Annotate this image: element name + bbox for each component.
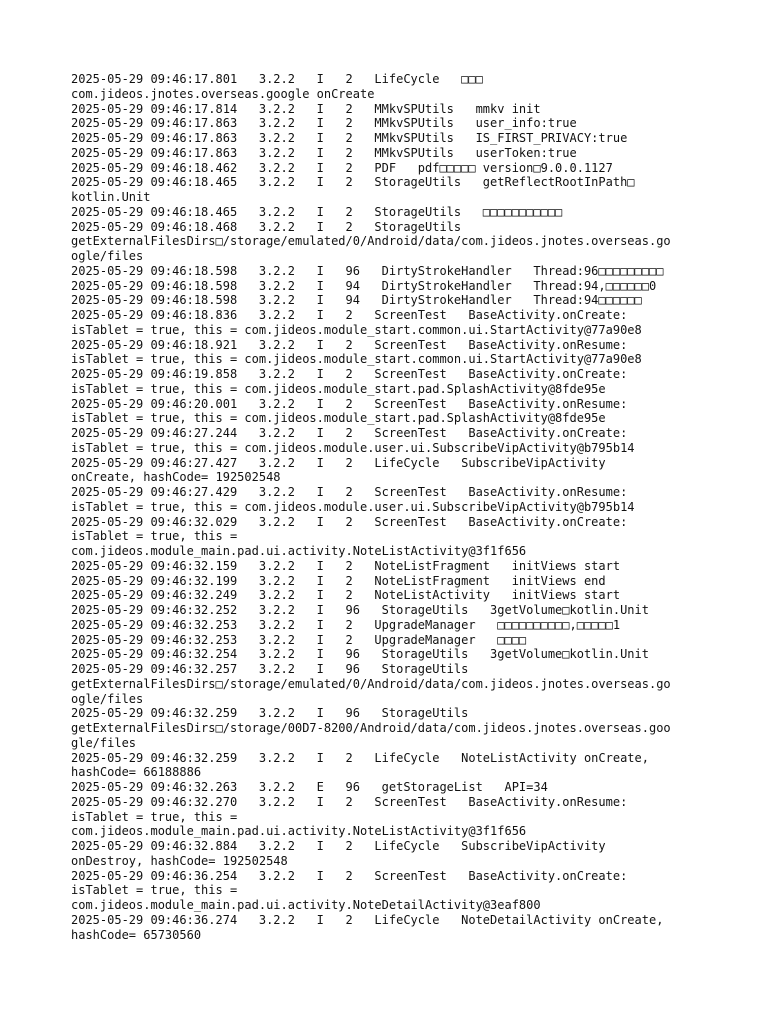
log-line: 2025-05-29 09:46:36.254 3.2.2 I 2 ScreenTest BaseActivity.onCreate: [71, 868, 628, 883]
log-line: getExternalFilesDirs□/storage/emulated/0/Android/data/com.jideos.jnotes.overseas.go [71, 676, 671, 691]
log-line: isTablet = true, this = com.jideos.module.user.ui.SubscribeVipActivity@b795b14 [71, 440, 635, 455]
log-line: 2025-05-29 09:46:32.263 3.2.2 E 96 getStorageList API=34 [71, 780, 548, 794]
log-line: onCreate, hashCode= 192502548 [71, 470, 281, 485]
log-line: 2025-05-29 09:46:32.253 3.2.2 I 2 UpgradeManager □□□□□□□□□□,□□□□□1 [71, 617, 621, 632]
log-line: 2025-05-29 09:46:27.427 3.2.2 I 2 LifeCycle SubscribeVipActivity [71, 455, 606, 470]
log-line: getExternalFilesDirs□/storage/00D7-8200/Android/data/com.jideos.jnotes.overseas.goo [71, 721, 671, 735]
log-line: 2025-05-29 09:46:17.814 3.2.2 I 2 MMkvSPUtils mmkv init [71, 101, 541, 116]
log-line: isTablet = true, this = com.jideos.module_start.common.ui.StartActivity@77a90e8 [71, 352, 642, 367]
log-line: 2025-05-29 09:46:36.274 3.2.2 I 2 LifeCycle NoteDetailActivity onCreate, [71, 912, 664, 927]
log-line: 2025-05-29 09:46:18.462 3.2.2 I 2 PDF pdf□□□□□ version□9.0.0.1127 [71, 160, 613, 175]
log-line: 2025-05-29 09:46:18.465 3.2.2 I 2 StorageUtils □□□□□□□□□□□ [71, 204, 563, 219]
log-line: 2025-05-29 09:46:18.921 3.2.2 I 2 ScreenTest BaseActivity.onResume: [71, 337, 628, 352]
log-line: 2025-05-29 09:46:18.598 3.2.2 I 94 DirtyStrokeHandler Thread:94,□□□□□□0 [71, 278, 657, 293]
log-line: hashCode= 66188886 [71, 765, 202, 780]
log-line: isTablet = true, this = com.jideos.module_start.pad.SplashActivity@8fde95e [71, 381, 606, 396]
log-line: getExternalFilesDirs□/storage/emulated/0/Android/data/com.jideos.jnotes.overseas.go [71, 234, 671, 249]
log-line: 2025-05-29 09:46:17.863 3.2.2 I 2 MMkvSPUtils IS_FIRST_PRIVACY:true [71, 131, 628, 145]
log-line: 2025-05-29 09:46:18.468 3.2.2 I 2 StorageUtils [71, 219, 462, 234]
log-line: 2025-05-29 09:46:17.863 3.2.2 I 2 MMkvSPUtils user_info:true [71, 116, 577, 131]
log-line: com.jideos.module_main.pad.ui.activity.NoteListActivity@3f1f656 [71, 824, 527, 839]
log-line: 2025-05-29 09:46:32.259 3.2.2 I 96 StorageUtils [71, 706, 469, 721]
log-line: 2025-05-29 09:46:32.254 3.2.2 I 96 StorageUtils 3getVolume□kotlin.Unit [71, 647, 649, 662]
log-line: 2025-05-29 09:46:32.249 3.2.2 I 2 NoteListActivity initViews start [71, 588, 621, 603]
log-line: 2025-05-29 09:46:32.029 3.2.2 I 2 ScreenTest BaseActivity.onCreate: [71, 514, 628, 529]
log-line: 2025-05-29 09:46:17.863 3.2.2 I 2 MMkvSPUtils userToken:true [71, 145, 577, 160]
log-line: 2025-05-29 09:46:18.598 3.2.2 I 94 DirtyStrokeHandler Thread:94□□□□□□ [71, 293, 642, 308]
log-line: 2025-05-29 09:46:20.001 3.2.2 I 2 ScreenTest BaseActivity.onResume: [71, 396, 628, 411]
log-line: isTablet = true, this = com.jideos.module_start.common.ui.StartActivity@77a90e8 [71, 322, 642, 337]
log-line: 2025-05-29 09:46:32.257 3.2.2 I 96 StorageUtils [71, 662, 469, 676]
log-line: 2025-05-29 09:46:17.801 3.2.2 I 2 LifeCycle □□□ [71, 72, 483, 86]
log-line: onDestroy, hashCode= 192502548 [71, 853, 288, 868]
log-line: isTablet = true, this = [71, 529, 238, 544]
log-text-block [71, 72, 711, 942]
log-line: 2025-05-29 09:46:18.598 3.2.2 I 96 DirtyStrokeHandler Thread:96□□□□□□□□□ [71, 263, 664, 278]
log-line: com.jideos.jnotes.overseas.google onCreate [71, 86, 375, 101]
log-line: ogle/files [71, 249, 144, 263]
log-document [71, 72, 711, 942]
log-line: com.jideos.module_main.pad.ui.activity.NoteListActivity@3f1f656 [71, 544, 527, 558]
log-line: 2025-05-29 09:46:32.270 3.2.2 I 2 ScreenTest BaseActivity.onResume: [71, 794, 628, 809]
log-line: 2025-05-29 09:46:32.253 3.2.2 I 2 UpgradeManager □□□□ [71, 632, 527, 647]
log-line: 2025-05-29 09:46:32.199 3.2.2 I 2 NoteListFragment initViews end [71, 573, 606, 588]
log-line: 2025-05-29 09:46:32.884 3.2.2 I 2 LifeCycle SubscribeVipActivity [71, 839, 606, 853]
log-line: 2025-05-29 09:46:32.252 3.2.2 I 96 StorageUtils 3getVolume□kotlin.Unit [71, 603, 649, 617]
log-line: 2025-05-29 09:46:18.465 3.2.2 I 2 StorageUtils getReflectRootInPath□ [71, 175, 635, 190]
log-line: isTablet = true, this = [71, 809, 238, 824]
log-line: 2025-05-29 09:46:27.429 3.2.2 I 2 ScreenTest BaseActivity.onResume: [71, 485, 628, 499]
log-line: 2025-05-29 09:46:32.159 3.2.2 I 2 NoteListFragment initViews start [71, 558, 621, 573]
log-line: hashCode= 65730560 [71, 927, 202, 942]
log-line: 2025-05-29 09:46:18.836 3.2.2 I 2 ScreenTest BaseActivity.onCreate: [71, 308, 628, 322]
log-line: ogle/files [71, 691, 144, 706]
log-line: 2025-05-29 09:46:19.858 3.2.2 I 2 ScreenTest BaseActivity.onCreate: [71, 367, 628, 381]
log-line: gle/files [71, 735, 137, 750]
log-line: 2025-05-29 09:46:32.259 3.2.2 I 2 LifeCycle NoteListActivity onCreate, [71, 750, 649, 765]
log-line: isTablet = true, this = com.jideos.module.user.ui.SubscribeVipActivity@b795b14 [71, 499, 635, 514]
log-line: com.jideos.module_main.pad.ui.activity.NoteDetailActivity@3eaf800 [71, 898, 541, 912]
log-line: isTablet = true, this = com.jideos.module_start.pad.SplashActivity@8fde95e [71, 411, 606, 426]
log-line: kotlin.Unit [71, 190, 151, 204]
log-line: 2025-05-29 09:46:27.244 3.2.2 I 2 ScreenTest BaseActivity.onCreate: [71, 426, 628, 440]
log-line: isTablet = true, this = [71, 883, 238, 898]
